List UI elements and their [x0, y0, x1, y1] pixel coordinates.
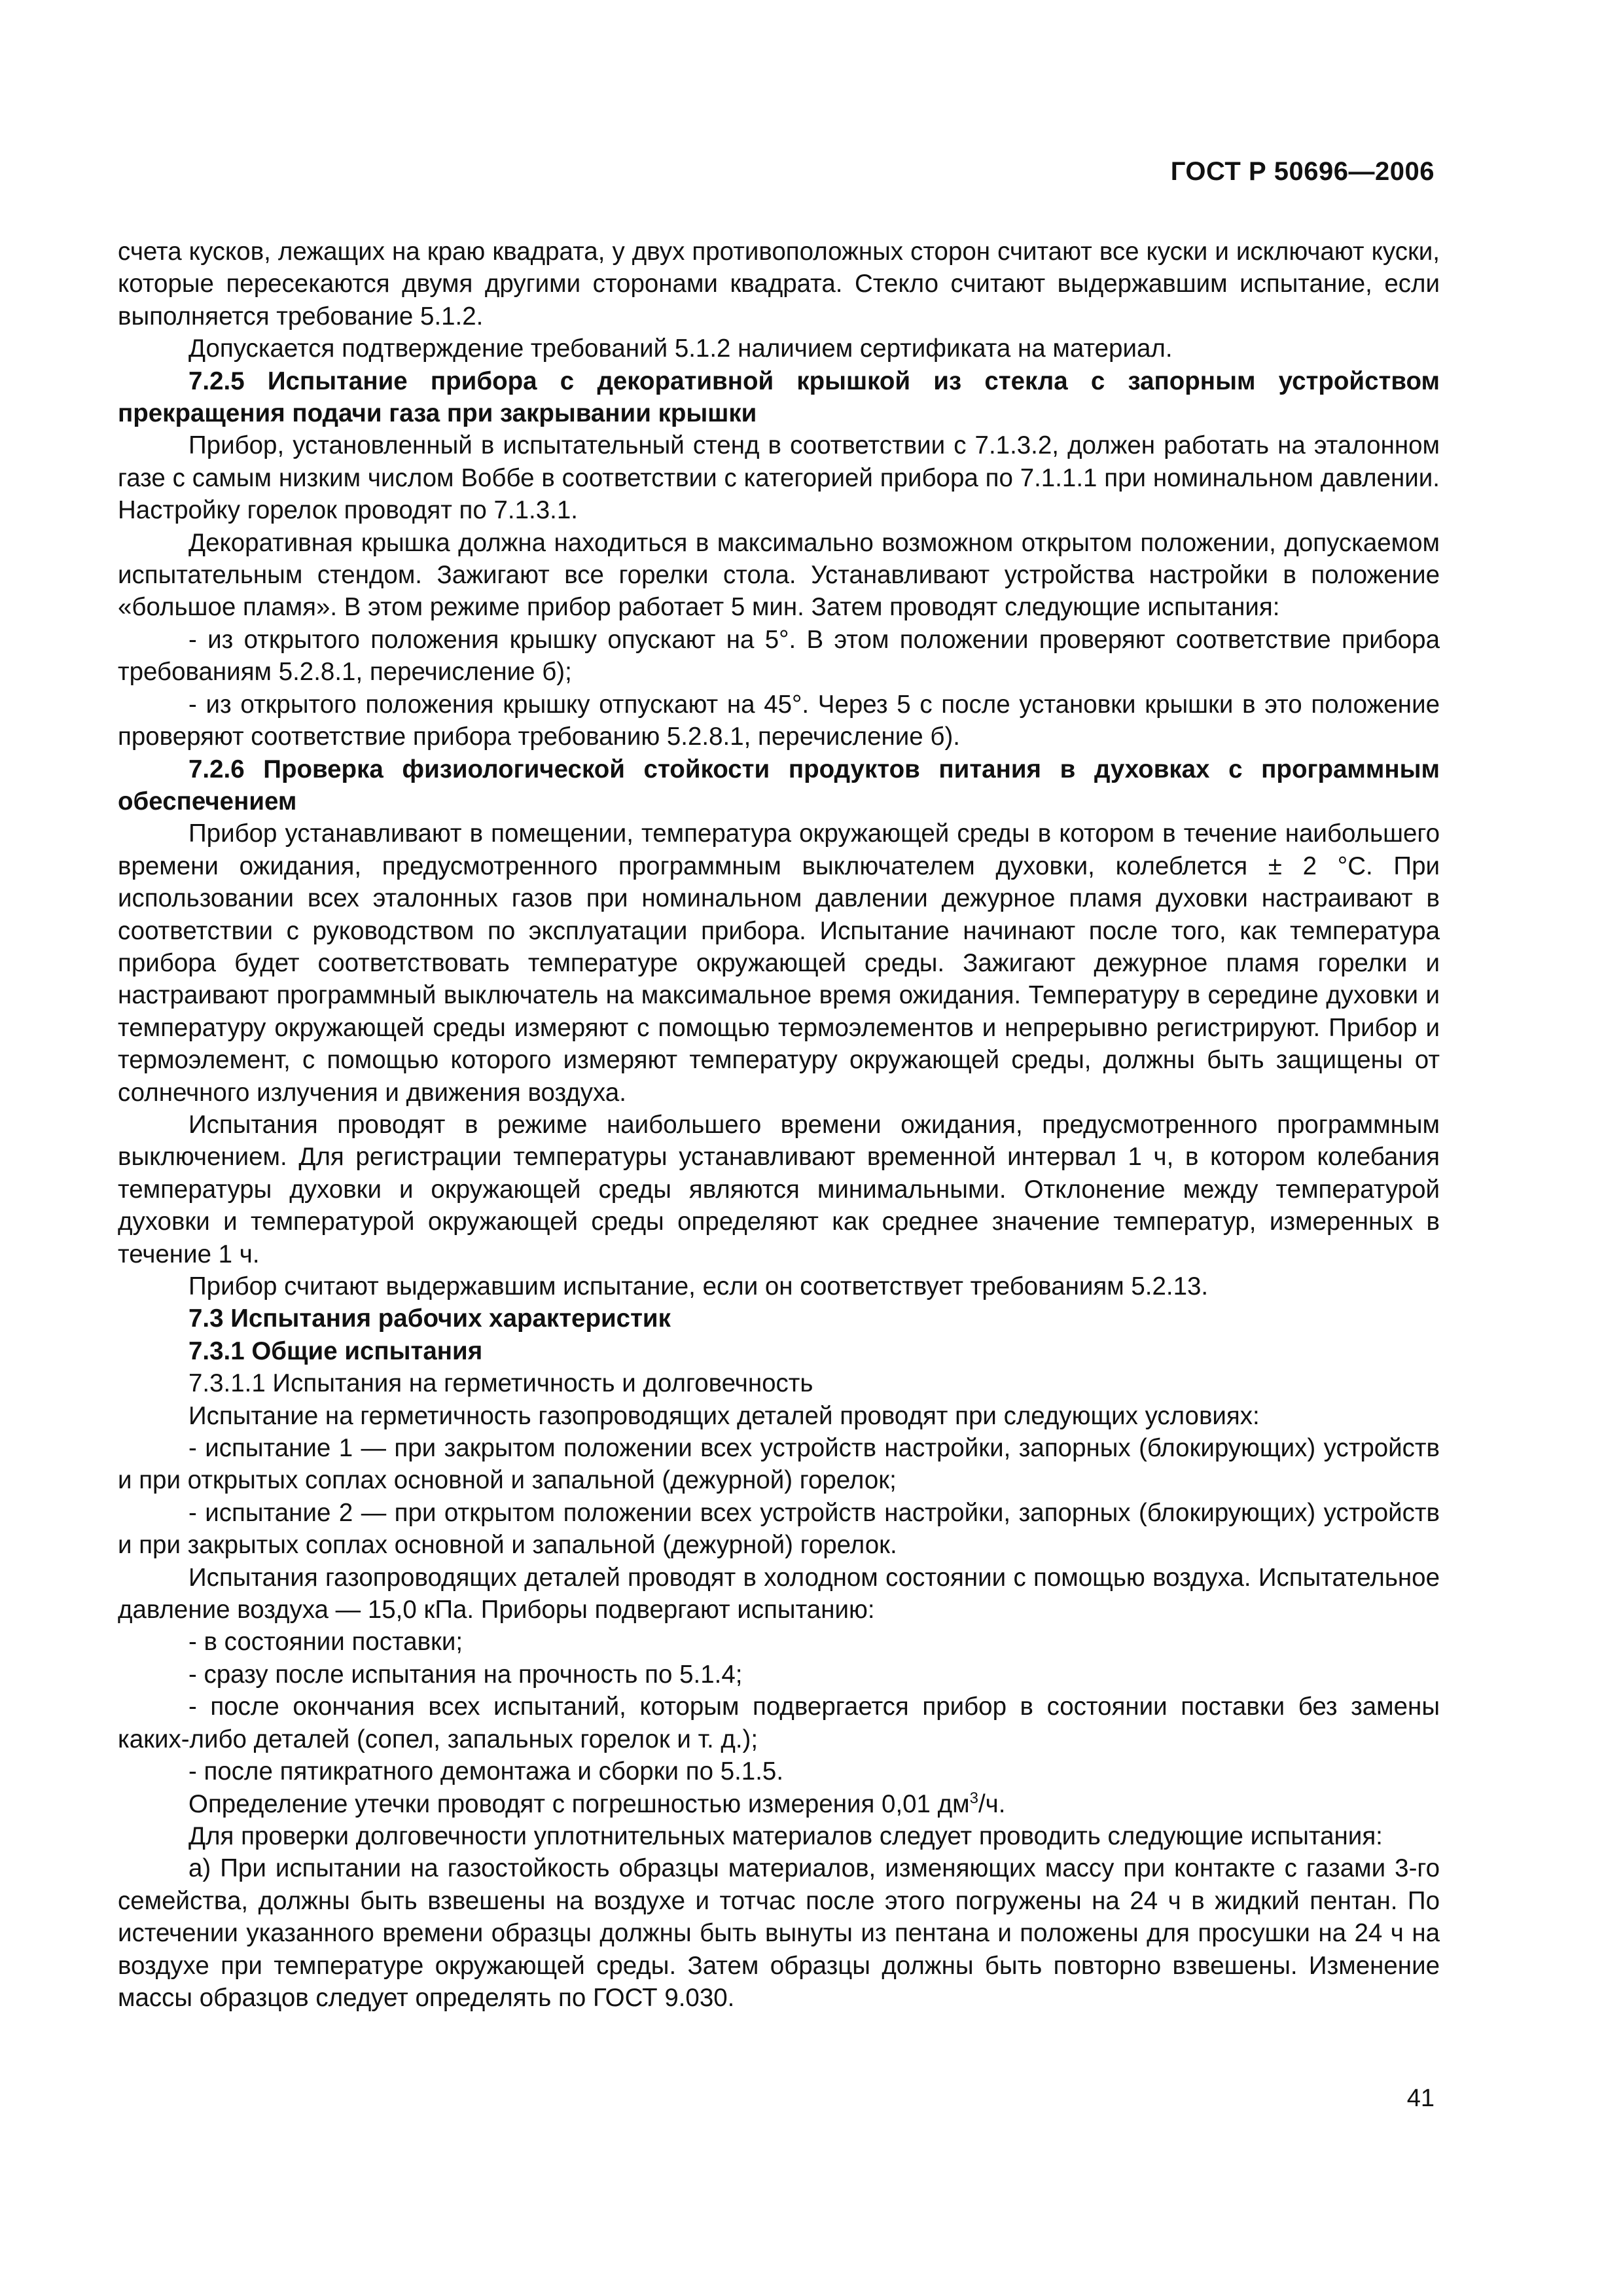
section-heading: 7.3.1 Общие испытания: [188, 1336, 483, 1365]
paragraph-text-tail: /ч.: [978, 1789, 1006, 1818]
paragraph: Для проверки долговечности уплотнительных материалов следует проводить следующие испытания:: [188, 1821, 1383, 1850]
paragraph: - после окончания всех испытаний, которым подвергается прибор в состоянии поставки без замены каких-либо деталей (сопел, запальных горелок и т. д.);: [118, 1693, 1440, 1753]
paragraph: счета кусков, лежащих на краю квадрата, у двух противоположных сторон считают все куски и исключают куски, которые пересекаются двумя другими сторонами квадрата. Стекло считают выдержавшим испытание, если выполняется требование 5.1.2.: [118, 238, 1440, 331]
page-number: 41: [1406, 2085, 1435, 2112]
paragraph-text: Определение утечки проводят с погрешностью измерения 0,01 дм: [188, 1789, 970, 1818]
paragraph: Прибор устанавливают в помещении, температура окружающей среды в котором в течение наибольшего времени ожидания, предусмотренного программным выключателем духовки, колеблется ± 2 °С. При использовании всех эталонных газов при номинальном давлении дежурное пламя духовки настраивают в соответствии с руководством по эксплуатации прибора. Испытание начинают после того, как температура прибора будет соответствовать температуре окружающей среды. Зажигают дежурное пламя горелки и настраивают программный выключатель на максимальное время ожидания. Температуру в середине духовки и температуру окружающей среды измеряют с помощью термоэлементов и непрерывно регистрируют. Прибор и термоэлемент, с помощью которого измеряют температуру окружающей среды, должны быть защищены от солнечного излучения и движения воздуха.: [118, 819, 1440, 1107]
paragraph: Испытания проводят в режиме наибольшего времени ожидания, предусмотренного программным выключением. Для регистрации температуры устанавливают временной интервал 1 ч, в котором колебания температуры духовки и окружающей среды являются минимальными. Отклонение между температурой духовки и температурой окружающей среды определяют как среднее значение температур, измеренных в течение 1 ч.: [118, 1110, 1440, 1268]
paragraph: - испытание 1 — при закрытом положении всех устройств настройки, запорных (блокирующих) устройств и при открытых соплах основной и запальной (дежурной) горелок;: [118, 1434, 1440, 1495]
paragraph: Допускается подтверждение требований 5.1.2 наличием сертификата на материал.: [188, 334, 1173, 363]
paragraph: - испытание 2 — при открытом положении всех устройств настройки, запорных (блокирующих) устройств и при закрытых соплах основной и запальной (дежурной) горелок.: [118, 1498, 1440, 1560]
paragraph: [118, 1788, 1440, 1820]
document-header: ГОСТ Р 50696—2006: [1170, 157, 1435, 186]
paragraph: Декоративная крышка должна находиться в максимально возможном открытом положении, допускаемом испытательным стендом. Зажигают все горелки стола. Устанавливают устройства настройки в положение «большое пламя». В этом режиме прибор работает 5 мин. Затем проводят следующие испытания:: [118, 528, 1440, 622]
paragraph: - из открытого положения крышку опускают на 5°. В этом положении проверяют соответствие прибора требованиям 5.2.8.1, перечисление б);: [118, 625, 1440, 687]
section-heading: 7.3 Испытания рабочих характеристик: [188, 1304, 671, 1333]
paragraph: Прибор считают выдержавшим испытание, если он соответствует требованиям 5.2.13.: [188, 1272, 1209, 1300]
document-body: [118, 236, 1440, 2014]
paragraph: Испытание на герметичность газопроводящих деталей проводят при следующих условиях:: [188, 1401, 1260, 1430]
paragraph: Прибор, установленный в испытательный стенд в соответствии с 7.1.3.2, должен работать на эталонном газе с самым низким числом Воббе в соответствии с категорией прибора по 7.1.1.1 при номинальном давлении. Настройку горелок проводят по 7.1.3.1.: [118, 431, 1440, 525]
paragraph: Испытания газопроводящих деталей проводят в холодном состоянии с помощью воздуха. Испытательное давление воздуха — 15,0 кПа. Приборы подвергают испытанию:: [118, 1563, 1440, 1624]
paragraph: - из открытого положения крышку отпускают на 45°. Через 5 с после установки крышки в это положение проверяют соответствие прибора требованию 5.2.8.1, перечисление б).: [118, 690, 1440, 751]
paragraph: - после пятикратного демонтажа и сборки по 5.1.5.: [188, 1757, 784, 1786]
section-heading: 7.2.6 Проверка физиологической стойкости продуктов питания в духовках с программным обеспечением: [118, 755, 1440, 816]
section-heading: 7.2.5 Испытание прибора с декоративной крышкой из стекла с запорным устройством прекращения подачи газа при закрывании крышки: [118, 367, 1440, 428]
superscript: 3: [969, 1789, 978, 1807]
paragraph: а) При испытании на газостойкость образцы материалов, изменяющих массу при контакте с газами 3-го семейства, должны быть взвешены на воздухе и тотчас после этого погружены на 24 ч в жидкий пентан. По истечении указанного времени образцы должны быть вынуты из пентана и положены для просушки на 24 ч на воздухе при температуре окружающей среды. Затем образцы должны быть повторно взвешены. Изменение массы образцов следует определять по ГОСТ 9.030.: [118, 1854, 1440, 2012]
paragraph: - сразу после испытания на прочность по 5.1.4;: [188, 1660, 743, 1689]
paragraph: 7.3.1.1 Испытания на герметичность и долговечность: [188, 1369, 813, 1398]
paragraph: - в состоянии поставки;: [188, 1628, 463, 1657]
